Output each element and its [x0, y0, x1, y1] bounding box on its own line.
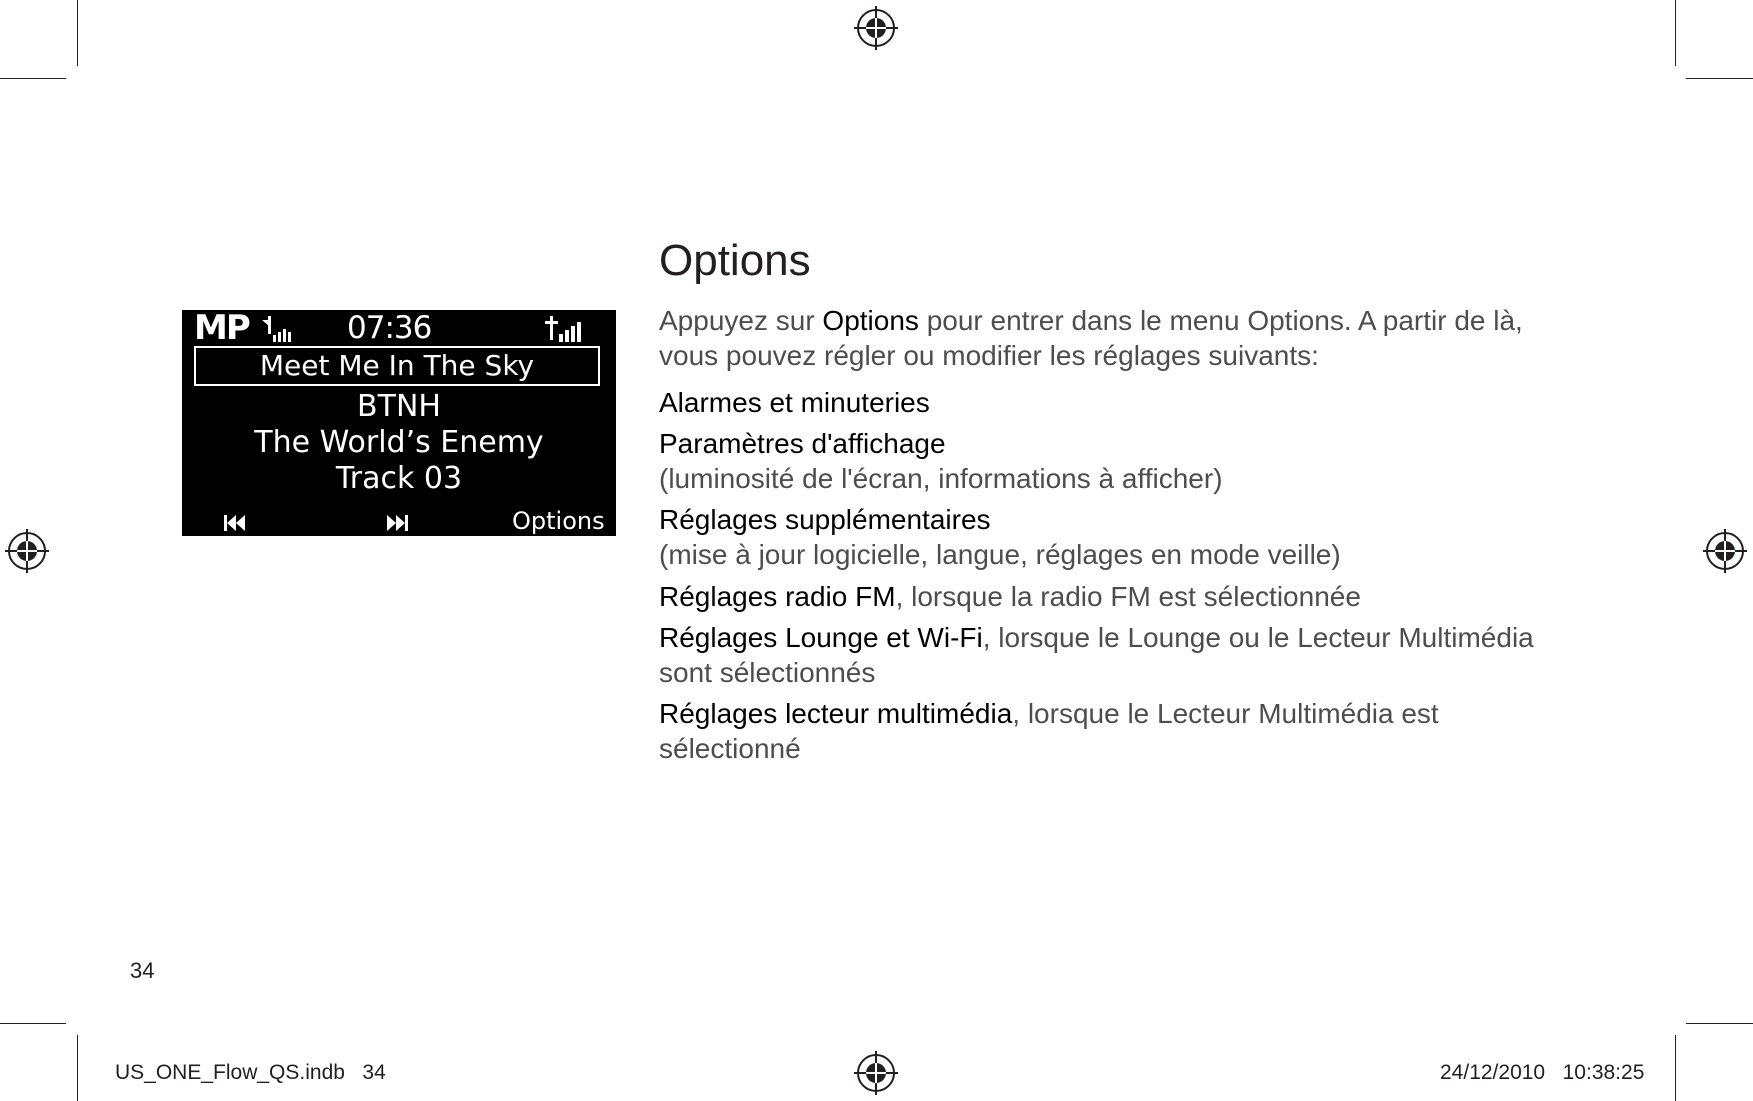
option-detail: , lorsque le Lecteur Multimédia est sélectionné [659, 698, 1439, 764]
footer-time: 10:38:25 [1562, 1061, 1645, 1084]
clock: 07:36 [347, 310, 432, 346]
crop-mark [0, 1023, 66, 1024]
antenna-signal-icon [544, 314, 584, 344]
registration-mark-icon [854, 6, 898, 50]
crop-mark [77, 0, 78, 66]
option-item [659, 426, 1579, 496]
option-label: Réglages radio FM [659, 581, 896, 612]
options-softkey: Options [512, 507, 605, 535]
registration-mark-icon [854, 1051, 898, 1095]
option-label: Réglages Lounge et Wi-Fi [659, 622, 983, 653]
option-label: Alarmes et minuteries [659, 387, 930, 418]
crop-mark [0, 78, 66, 79]
registration-mark-icon [1703, 529, 1747, 573]
option-label: Réglages lecteur multimédia [659, 698, 1013, 729]
intro-text: Appuyez sur [659, 305, 823, 336]
crop-mark [1686, 78, 1753, 79]
option-detail: (luminosité de l'écran, informations à afficher) [659, 463, 1223, 494]
registration-mark-icon [5, 529, 49, 573]
crop-mark [1675, 1035, 1676, 1101]
crop-mark [1675, 0, 1676, 66]
option-item [659, 502, 1579, 572]
crop-mark [77, 1035, 78, 1101]
intro-keyword: Options [822, 305, 919, 336]
section-title: Options [659, 236, 811, 285]
option-detail: (mise à jour logicielle, langue, réglages en mode veille) [659, 539, 1341, 570]
option-item [659, 385, 1579, 420]
artist-name: BTNH [357, 389, 441, 424]
option-detail: , lorsque la radio FM est sélectionnée [895, 581, 1361, 612]
previous-track-icon [222, 514, 248, 532]
album-name: The World’s Enemy [254, 425, 544, 460]
option-label: Paramètres d'affichage [659, 428, 946, 459]
option-item [659, 620, 1579, 690]
track-number: Track 03 [335, 461, 463, 496]
option-item [659, 696, 1579, 766]
intro-text: pour entrer dans le menu Options. A partir de là, vous pouvez régler ou modifier les réglages suivants: [659, 305, 1523, 371]
option-item [659, 579, 1579, 614]
track-title: Meet Me In The Sky [194, 346, 600, 386]
option-label: Réglages supplémentaires [659, 504, 991, 535]
crop-mark [1686, 1023, 1753, 1024]
status-bar [182, 310, 616, 346]
mode-indicator: MP [194, 310, 249, 348]
device-screen [182, 310, 616, 536]
footer-timestamp [1440, 1060, 1644, 1086]
option-detail: , lorsque le Lounge ou le Lecteur Multimédia sont sélectionnés [659, 622, 1534, 688]
footer-filename: US_ONE_Flow_QS.indb 34 [115, 1061, 386, 1084]
page-number: 34 [130, 958, 155, 983]
next-track-icon [384, 514, 410, 532]
intro-paragraph [659, 303, 1579, 373]
wifi-signal-icon [262, 314, 296, 344]
footer-date: 24/12/2010 [1440, 1061, 1546, 1084]
